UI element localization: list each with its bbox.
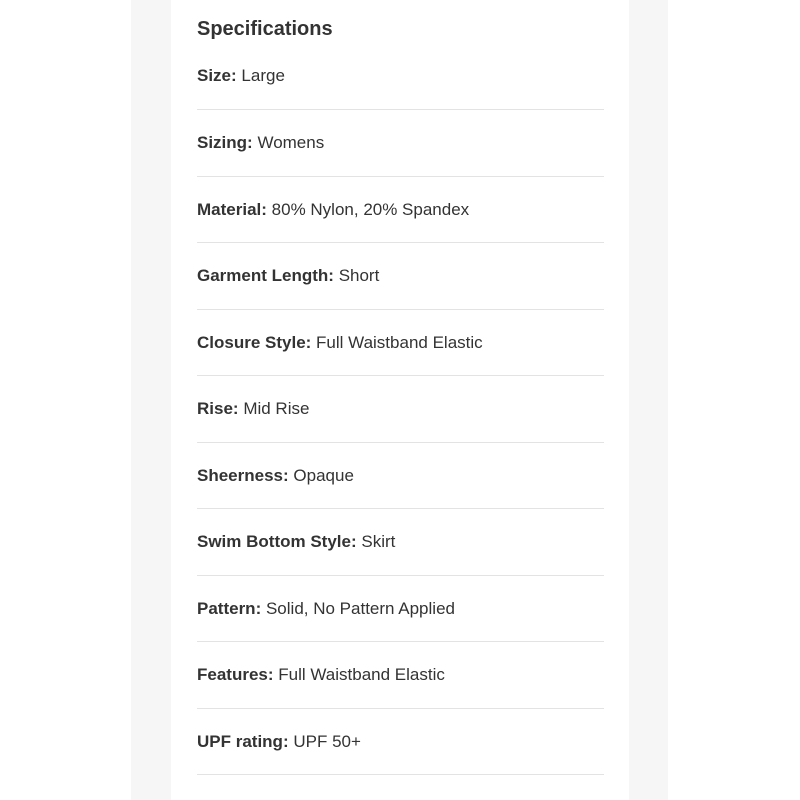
spec-row-sizing bbox=[197, 110, 604, 177]
spec-row-sheerness bbox=[197, 443, 604, 510]
spec-value: Skirt bbox=[361, 532, 396, 551]
spec-label: Pattern: bbox=[197, 598, 262, 618]
spec-label: UPF rating: bbox=[197, 731, 289, 751]
spec-value: Full Waistband Elastic bbox=[278, 665, 445, 684]
spec-value: Solid, No Pattern Applied bbox=[265, 598, 455, 618]
spec-label: Sheerness: bbox=[197, 465, 289, 485]
spec-row-swim-bottom-style bbox=[197, 509, 604, 576]
spec-row-closure-style bbox=[197, 310, 604, 377]
spec-label: Material: bbox=[197, 199, 267, 219]
spec-row-material bbox=[197, 177, 604, 244]
spec-label: Swim Bottom Style: bbox=[197, 532, 357, 551]
spec-value: Opaque bbox=[293, 465, 354, 485]
spec-label: Sizing: bbox=[197, 133, 253, 152]
spec-value: Full Waistband Elastic bbox=[316, 332, 483, 352]
spec-label: Size: bbox=[197, 66, 237, 85]
spec-label: Rise: bbox=[197, 399, 239, 418]
spec-value: Short bbox=[338, 266, 380, 285]
spec-value: 80% Nylon, 20% Spandex bbox=[271, 199, 470, 219]
spec-row-pattern bbox=[197, 576, 604, 643]
spec-row-size bbox=[197, 43, 604, 110]
specifications-list bbox=[197, 43, 604, 775]
spec-label: Closure Style: bbox=[197, 332, 312, 352]
specifications-panel bbox=[171, 0, 629, 800]
spec-row-features bbox=[197, 642, 604, 709]
spec-value: Womens bbox=[257, 133, 325, 152]
spec-value: Large bbox=[241, 66, 285, 85]
specifications-heading: Specifications bbox=[197, 18, 333, 40]
spec-row-garment-length bbox=[197, 243, 604, 310]
spec-label: Garment Length: bbox=[197, 266, 334, 285]
spec-row-rise bbox=[197, 376, 604, 443]
spec-label: Features: bbox=[197, 665, 274, 684]
spec-value: Mid Rise bbox=[243, 399, 310, 418]
spec-value: UPF 50+ bbox=[293, 731, 361, 751]
spec-row-upf-rating bbox=[197, 709, 604, 776]
